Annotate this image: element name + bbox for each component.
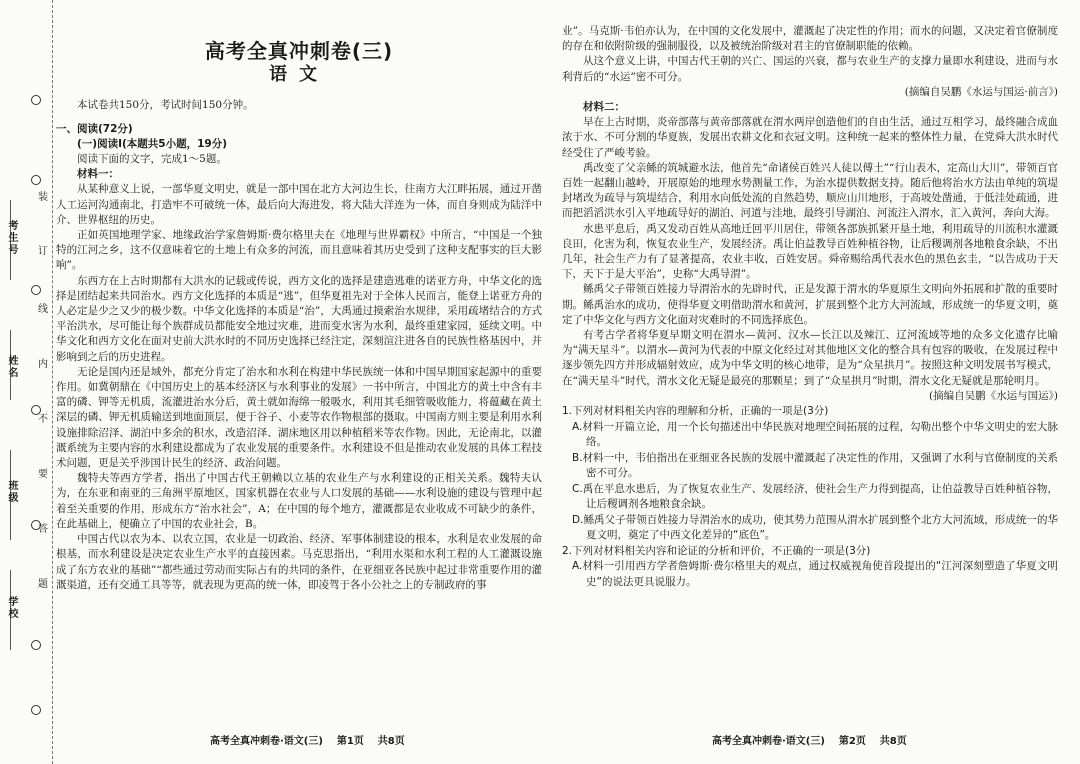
paragraph: 业”。马克斯·韦伯亦认为，在中国的文化发展中，灌溉起了决定性的作用；而水的问题，又决定着官僚制度的存在和依附阶级的强制服役，以及被统治阶级对君主的官僚制职能的依赖。	[562, 25, 1058, 53]
page-1	[56, 0, 542, 593]
source-citation: (摘编自吴鹏《水运与国运·前言》)	[904, 85, 1058, 98]
section-heading: 一、阅读(72分)	[56, 122, 133, 135]
exam-info: 本试卷共150分，考试时间150分钟。	[77, 99, 254, 112]
binding-hole	[31, 285, 41, 295]
binding-hole	[31, 705, 41, 715]
option-a: A.材料一引用西方学者詹姆斯·费尔格里夫的观点，通过权威视角使首段提出的“江河深刻塑造了华夏文明史”的说法更具说服力。	[572, 560, 1058, 588]
paragraph: 魏特夫等西方学者，指出了中国古代王朝赖以立基的农业生产与水利建设的正相关关系。魏特夫认为，在东亚和南亚的三角洲平原地区，国家机器在农业与人口发展的基础——水利设施的建设与管理中起着至关重要的作用，形成东方“治水社会”，A；在中国的每个地方，灌溉都是农业收成不可缺少的条件，在此基础上，便确立了中国的农业社会，B。	[56, 472, 542, 530]
seal-char: 要	[38, 469, 48, 480]
seal-char: 题	[38, 579, 48, 590]
paragraph: 水患平息后，禹又发动百姓从高地迁回平川居住，带领各部族抓紧开垦土地，利用疏导的川流积水灌溉良田，化害为利，恢复农业生产，发展经济。禹让伯益教导百姓种植谷物，让后稷调剂各地粮食余缺，不出几年，社会生产力有了显著提高，农业丰收，百姓安居。舜帝赐给禹代表水色的黑色玄圭，“以告成功于天下，天下于是大平治”，史称“大禹导渭”。	[562, 222, 1058, 281]
instruction: 阅读下面的文字，完成1～5题。	[77, 153, 227, 166]
paragraph: 从这个意义上讲，中国古代王朝的兴亡、国运的兴衰，都与农业生产的支撑力量即水利建设，进而与水利背后的“水运”密不可分。	[562, 55, 1058, 83]
subject-title: 语文	[269, 64, 329, 86]
paragraph: 鲧禹父子带领百姓接力导渭治水的先辟时代，正是发源于渭水的华夏原生文明向外拓展和扩散的重要时期。鲧禹治水的成功，使得华夏文明借助渭水和黄河，扩展到整个北方大河流域，形成统一的华夏文明，奠定了中华文化与西方文化面对灾难时的不同选择底色。	[562, 283, 1058, 326]
seal-char: 装	[38, 192, 48, 203]
material-label: 材料一：	[77, 168, 119, 181]
seal-char: 答	[38, 524, 48, 535]
seal-char: 订	[38, 246, 48, 257]
page-footer: 高考全真冲刺卷·语文(三) 第1页 共8页	[210, 736, 405, 747]
binding-hole	[31, 95, 41, 105]
paragraph: 无论是国内还是域外，都充分肯定了治水和水利在构建中华民族统一体和中国早期国家起源中的重要作用。如冀朝鼎在《中国历史上的基本经济区与水利事业的发展》一书中所言，中国北方的黄土中含有丰富的磷、钾等无机质，流灌进治水分后，黄土就如海绵一般吸水，利用其毛细管吸收能力，将蕴藏在黄土深层的磷、钾无机质输送到地面顶层，便于谷子、小麦等农作物根部的摄取。中国南方则主要是利用水利设施排除沼泽、湖泊中多余的积水，改造沼泽、湖床地区用以种植稻米等农作物。因此，无论南北，以灌溉系统为主要内容的水利建设都成为了农业发展的重要条件。水利建设不但是推动农业发展的具体工程技术问题，更是关乎涉国计民生的经济、政治问题。	[56, 365, 542, 470]
exam-number-label: 考生号	[6, 220, 17, 256]
binding-hole	[31, 640, 41, 650]
subsection-heading: (一)阅读Ⅰ(本题共5小题，19分)	[77, 137, 228, 150]
material-label: 材料二：	[583, 101, 625, 114]
seal-char: 线	[38, 304, 48, 315]
paragraph: 禹改变了父亲鲧的筑城避水法，他首先“命诸侯百姓兴人徒以傅土”“行山表木，定高山大川”，带领百官百姓一起翻山越岭，开展原始的地理水势测量工作，为治水提供数据支持。随后他将治水方法由单纯的筑堤封堵改为疏导与筑堤结合，利用水向低处流的自然趋势，顺应山川地形，于高坡处凿通，于低洼处疏通，进而把滔滔洪水引入平地疏导好的湖泊、河道与洼地，最终引导湖泊、河流注入渭水，汇入黄河，奔向大海。	[562, 161, 1058, 220]
paragraph: 中国古代以农为本、以农立国，农业是一切政治、经济、军事体制建设的根本，水利是农业发展的命根基，而水利建设是决定农业生产水平的直接因素。马克思指出，“利用水渠和水利工程的人工灌溉设施成了东方农业的基础”“都些通过劳动而实际占有的共同的条件，在亚细亚各民族中起过非常重要作用的灌溉渠道，还有交通工具等等，就表现为更高的统一体，即凌驾于各小公社之上的专制政府的事	[56, 533, 542, 591]
paragraph: 正如英国地理学家、地缘政治学家詹姆斯·费尔格里夫在《地理与世界霸权》中所言，“中国是一个独特的江河之乡，这不仅意味着它的土地上有众多的河流，而且意味着其历史受到了这种支配事实的巨大影响”。	[56, 229, 542, 272]
binding-hole	[31, 175, 41, 185]
question-2	[562, 544, 1058, 591]
name-label: 姓名	[6, 355, 17, 379]
binding-margin	[0, 0, 53, 764]
question-stem: 2.下列对材料相关内容和论证的分析和评价，不正确的一项是(3分)	[562, 544, 871, 557]
question-stem: 1.下列对材料相关内容的理解和分析，正确的一项是(3分)	[562, 405, 829, 418]
paragraph: 早在上古时期，炎帝部落与黄帝部落就在渭水两岸创造他们的自由生活，通过互相学习，最终融合成血浓于水、不可分割的华夏族，发展出农耕文化和衣冠文明。这种统一起来的整体性力量，在党舜大洪水时代经受住了严峻考验。	[562, 116, 1058, 159]
paragraph: 东西方在上古时期都有大洪水的记载或传说，西方文化的选择是建造逃难的诺亚方舟，中华文化的选择是团结起来共同治水。西方文化选择的本质是“逃”，但华夏祖先对于全体人民而言，能登上诺亚方舟的人必定是少之又少的极少数。中华文化选择的本质是“治”，大禹通过摸索治水规律，采用疏堵结合的方式平治洪水，尽可能让每个族群成员都能安全地过灾难，进而变水害为水利，最终重建家园，延续文明。中华文化和西方文化在面对史前大洪水时的不同历史选择已经注定，深刻渲注进各自的民族性格基因中，并影响到之后的历史进程。	[56, 274, 542, 363]
school-label: 学校	[6, 596, 17, 620]
exam-title: 高考全真冲刺卷(三)	[204, 39, 394, 63]
page-2	[562, 24, 1058, 590]
option-a: A.材料一开篇立论，用一个长句描述出中华民族对地理空间拓展的过程，勾勒出整个中华文明史的宏大脉络。	[572, 420, 1058, 449]
question-1	[562, 404, 1058, 544]
option-d: D.鲧禹父子带领百姓接力导渭治水的成功，使其势力范围从渭水扩展到整个北方大河流域，形成统一的华夏文明，奠定了中西文化差异的“底色”。	[572, 513, 1058, 542]
seal-char: 不	[38, 414, 48, 425]
class-label: 班级	[6, 480, 17, 504]
page-footer: 高考全真冲刺卷·语文(三) 第2页 共8页	[712, 736, 907, 747]
paragraph: 从某种意义上说，一部华夏文明史，就是一部中国在北方大河边生长，往南方大江畔拓展，通过开凿人工运河沟通南北，打造牢不可破统一体，最后向大海进发，将大陆大洋连为一体，而自身则成为陆洋中介、世界枢纽的历史。	[56, 183, 542, 226]
seal-char: 内	[38, 359, 48, 370]
option-b: B.材料一中，韦伯指出在亚细亚各民族的发展中灌溉起了决定性的作用，又强调了水利与官僚制度的关系密不可分。	[572, 451, 1058, 480]
option-c: C.禹在平息水患后，为了恢复农业生产、发展经济，使社会生产力得到提高，让伯益教导百姓种植谷物，让后稷调剂各地粮食余缺。	[572, 482, 1058, 511]
paragraph: 有考古学者将华夏早期文明在渭水—黄河、汉水—长江以及辣江、辽河流域等地的众多文化遗存比喻为“满天星斗”。以渭水—黄河为代表的中原文化经过对其他地区文化的整合具有包容的吸收，在发展过程中逐步领先四方并形成辐射效应，成为中华文明的核心地带，是为“众星拱月”。按照这种文明发展书写模式，在“满天星斗”时代，渭水文化无疑是最亮的那颗星；到了“众星拱月”时期，渭水文化无疑就是那轮明月。	[562, 329, 1058, 387]
source-citation: (摘编自吴鹏《水运与国运》)	[929, 389, 1058, 402]
